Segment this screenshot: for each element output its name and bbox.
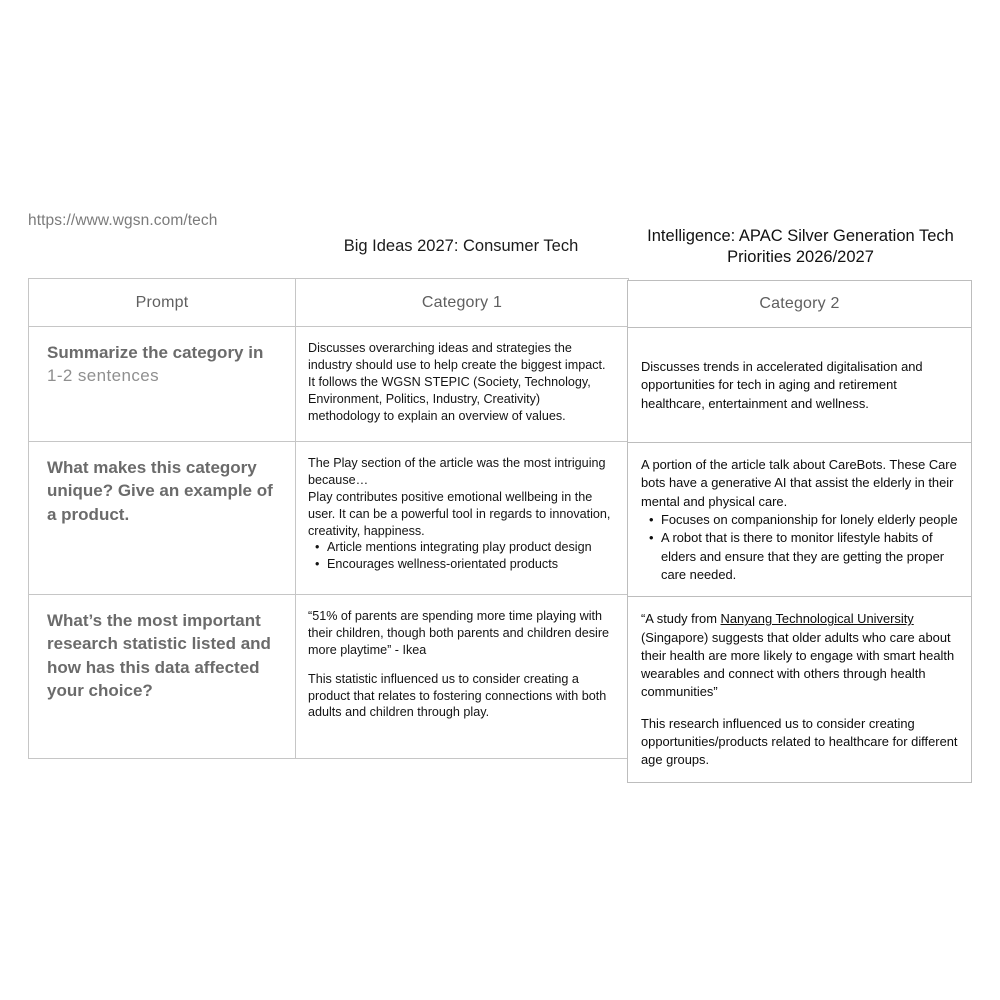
paragraph: Discusses trends in accelerated digitalisation and opportunities for tech in aging and retirement healthcare, entertainment and wellness. bbox=[641, 359, 923, 411]
bullet-list bbox=[308, 539, 614, 573]
paragraph: This statistic influenced us to consider creating a product that relates to fostering connections with both adults and children through play. bbox=[308, 671, 607, 720]
list-item: • Focuses on companionship for lonely elderly people bbox=[661, 511, 959, 529]
bullet-list bbox=[641, 511, 959, 584]
nanyang-university-link[interactable]: Nanyang Technological University bbox=[720, 611, 914, 627]
comparison-table-left bbox=[28, 278, 629, 759]
table-row bbox=[29, 442, 629, 595]
column-header-prompt: Prompt bbox=[29, 279, 296, 327]
category2-cell-2 bbox=[628, 443, 972, 597]
table-row bbox=[628, 597, 972, 783]
paragraph: A portion of the article talk about CareBots. These Care bots have a generative AI that assist the elderly in their mental and physical care. bbox=[641, 457, 957, 509]
paragraph: “51% of parents are spending more time playing with their children, though both parents and children desire more playtime” - Ikea bbox=[308, 609, 610, 657]
category2-cell-3 bbox=[628, 597, 972, 783]
table-row bbox=[628, 443, 972, 597]
comparison-table-right bbox=[627, 280, 972, 783]
right-table-title: Intelligence: APAC Silver Generation Tech Priorities 2026/2027 bbox=[647, 227, 954, 267]
prompt-text-strong-3: What’s the most important research statistic listed and how has this data affected your choice? bbox=[47, 611, 271, 701]
paragraph: Play contributes positive emotional wellbeing in the user. It can be a powerful tool in regards to innovation, creativity, happiness. bbox=[308, 489, 611, 538]
prompt-cell-3 bbox=[29, 595, 296, 759]
category2-cell-1 bbox=[628, 328, 972, 443]
category1-cell-2 bbox=[296, 442, 629, 595]
table-row bbox=[29, 327, 629, 442]
prompt-cell-1 bbox=[29, 327, 296, 442]
prompt-text-strong-2: What makes this category unique? Give an example of a product. bbox=[47, 458, 273, 524]
paragraph: The Play section of the article was the most intriguing because… bbox=[308, 456, 606, 487]
table-header-row bbox=[628, 281, 972, 328]
quote-text-after: (Singapore) suggests that older adults who care about their health are more likely to engage with smart health wearables and connect with others through health communities” bbox=[641, 629, 955, 700]
table-header-row bbox=[29, 279, 629, 327]
prompt-cell-2 bbox=[29, 442, 296, 595]
table-row bbox=[628, 328, 972, 443]
column-header-category1: Category 1 bbox=[296, 279, 629, 327]
list-item: • Encourages wellness-orientated products bbox=[327, 556, 614, 573]
column-header-category2: Category 2 bbox=[628, 281, 972, 328]
paragraph: Discusses overarching ideas and strategies the industry should use to help create the biggest impact. It follows the WGSN STEPIC (Society, Technology, Environment, Politics, Industry, Creativity) methodology to explain an overview of values. bbox=[308, 341, 606, 423]
quote-text-before: “A study from bbox=[641, 611, 721, 627]
table-row bbox=[29, 595, 629, 759]
left-table-title: Big Ideas 2027: Consumer Tech bbox=[343, 237, 579, 255]
source-url-label: https://www.wgsn.com/tech bbox=[28, 212, 218, 229]
list-item: • A robot that is there to monitor lifestyle habits of elders and ensure that they are getting the proper care needed. bbox=[661, 529, 959, 584]
prompt-text-strong-1: Summarize the category in bbox=[47, 343, 264, 362]
category1-cell-1 bbox=[296, 327, 629, 442]
prompt-text-light-1: 1-2 sentences bbox=[47, 366, 159, 386]
category1-cell-3 bbox=[296, 595, 629, 759]
quote-paragraph bbox=[641, 610, 959, 702]
paragraph: This research influenced us to consider creating opportunities/products related to healthcare for different age groups. bbox=[641, 715, 958, 768]
list-item: • Article mentions integrating play product design bbox=[327, 539, 614, 556]
